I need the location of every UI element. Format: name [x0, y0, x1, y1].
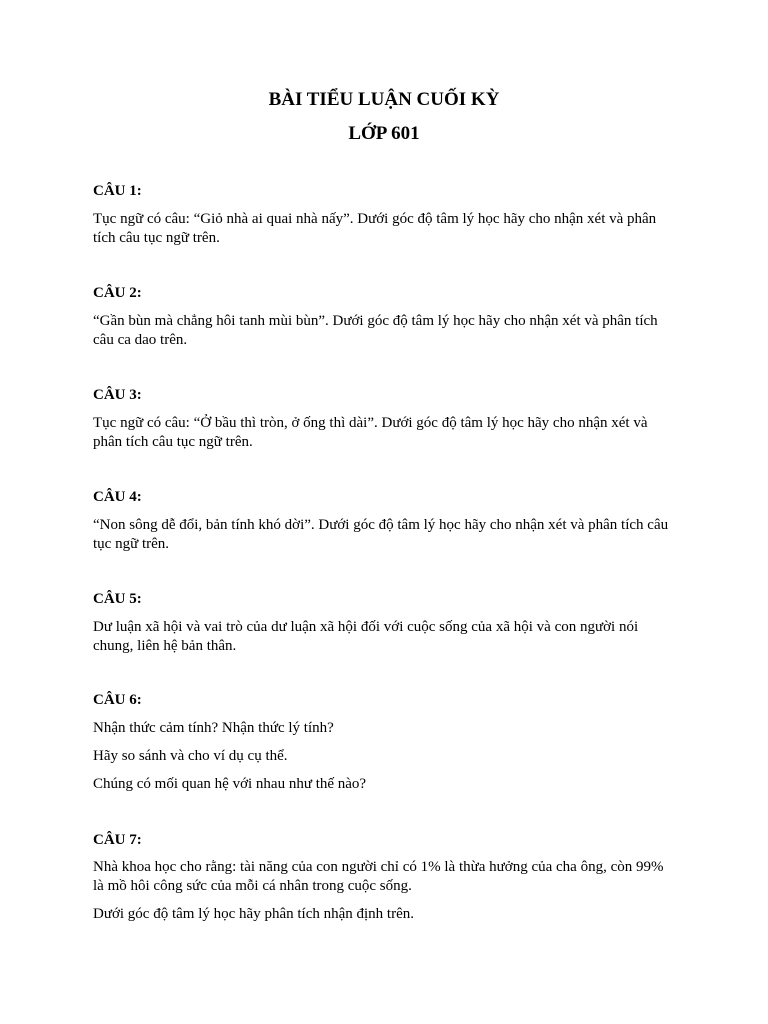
question-paragraph: “Gần bùn mà chẳng hôi tanh mùi bùn”. Dưới góc độ tâm lý học hãy cho nhận xét và phân tích câu ca dao trên. [93, 313, 658, 348]
question-paragraph: “Non sông dễ đổi, bản tính khó dời”. Dưới góc độ tâm lý học hãy cho nhận xét và phân tích câu tục ngữ trên. [93, 517, 669, 552]
question-heading: CÂU 7: [93, 832, 142, 848]
document-subtitle: LỚP 601 [348, 123, 420, 144]
question-paragraph: Dưới góc độ tâm lý học hãy phân tích nhận định trên. [93, 906, 414, 922]
question-paragraph: Nhận thức cảm tính? Nhận thức lý tính? [93, 720, 334, 736]
question-heading: CÂU 4: [93, 489, 142, 505]
question-heading: CÂU 5: [93, 591, 142, 607]
question-heading: CÂU 3: [93, 387, 142, 403]
question-heading: CÂU 6: [93, 692, 142, 708]
question-heading: CÂU 1: [93, 183, 142, 199]
question-heading: CÂU 2: [93, 285, 142, 301]
document-title: BÀI TIỂU LUẬN CUỐI KỲ [268, 89, 500, 110]
question-paragraph: Dư luận xã hội và vai trò của dư luận xã hội đối với cuộc sống của xã hội và con người nói chung, liên hệ bản thân. [93, 619, 639, 654]
question-paragraph: Chúng có mối quan hệ với nhau như thế nào? [93, 776, 367, 792]
question-paragraph: Tục ngữ có câu: “Giỏ nhà ai quai nhà nấy”. Dưới góc độ tâm lý học hãy cho nhận xét và phân tích câu tục ngữ trên. [93, 211, 657, 246]
question-paragraph: Tục ngữ có câu: “Ở bầu thì tròn, ở ống thì dài”. Dưới góc độ tâm lý học hãy cho nhận xét và phân tích câu tục ngữ trên. [93, 415, 648, 450]
question-paragraph: Hãy so sánh và cho ví dụ cụ thể. [93, 748, 288, 764]
question-paragraph: Nhà khoa học cho rằng: tài năng của con người chỉ có 1% là thừa hưởng của cha ông, còn 99% là mồ hôi công sức của mỗi cá nhân trong cuộc sống. [93, 859, 664, 894]
